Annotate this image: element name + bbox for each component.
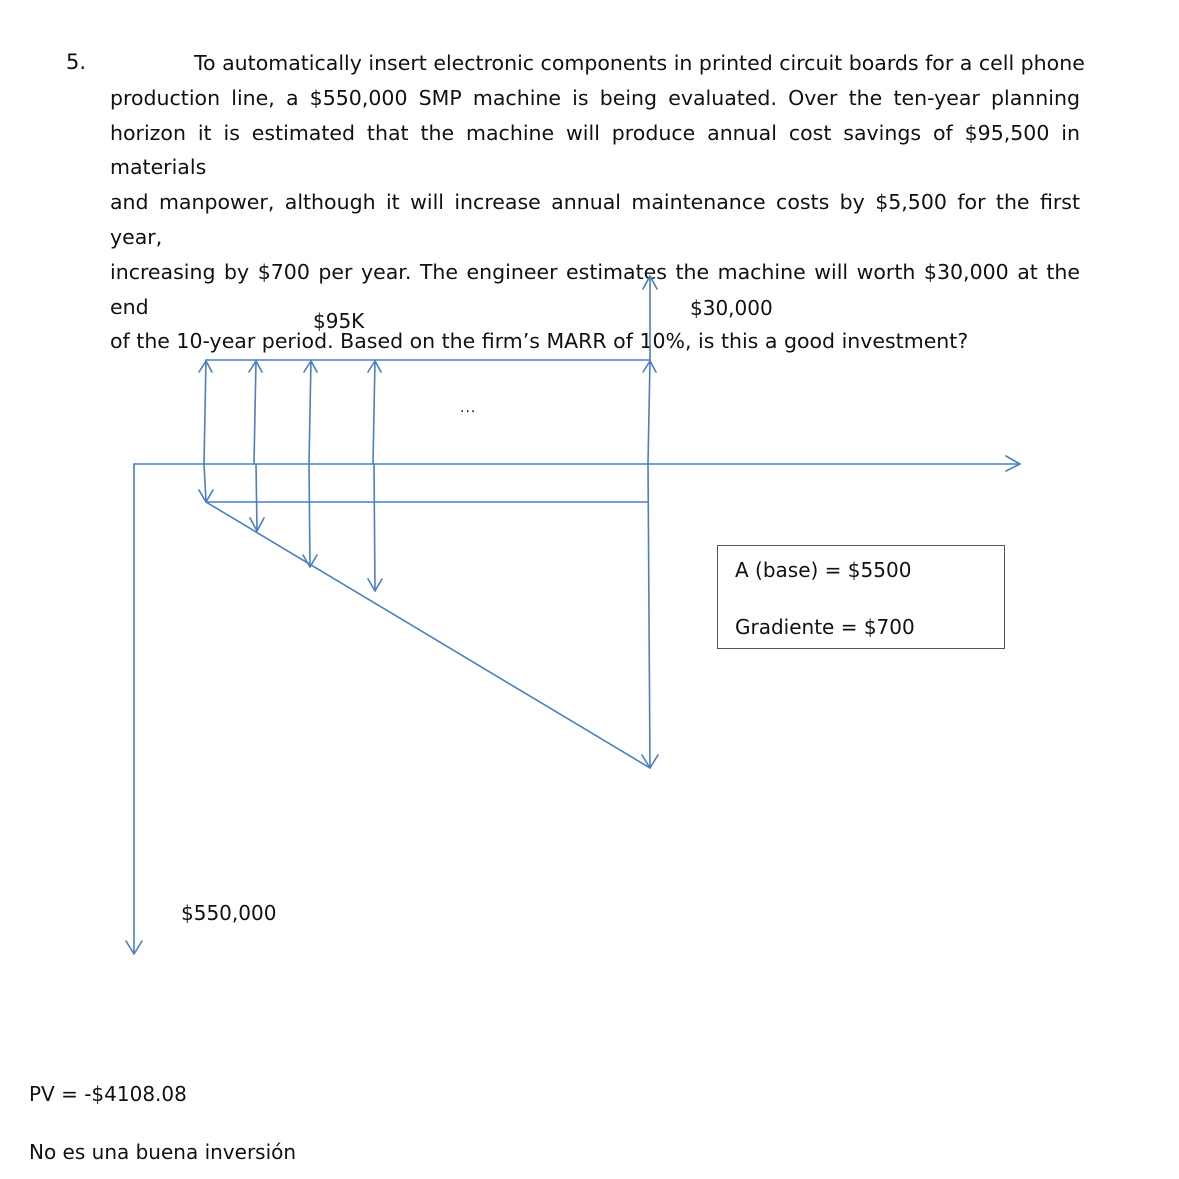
continuation-dots: ... — [460, 400, 477, 416]
maintenance-arrow — [374, 464, 375, 591]
savings-arrow — [309, 360, 311, 464]
conclusion: No es una buena inversión — [29, 1140, 297, 1164]
problem-line: and manpower, although it will increase annual maintenance costs by $5,500 for the first year, — [110, 190, 1080, 249]
problem-line: production line, a $550,000 SMP machine is being evaluated. Over the ten-year planning — [110, 85, 1080, 110]
savings-arrow — [254, 360, 256, 464]
savings-arrow — [204, 360, 206, 464]
maintenance-arrow — [204, 464, 206, 502]
gradient-info-box — [717, 545, 1005, 649]
problem-line: horizon it is estimated that the machine will produce annual cost savings of $95,500 in materials — [110, 120, 1080, 180]
problem-number: 5. — [66, 50, 87, 74]
problem-line: of the 10-year period. Based on the firm’s MARR of 10%, is this a good investment? — [110, 329, 969, 354]
problem-line: increasing by $700 per year. The engineer estimates the machine will worth $30,000 at the end — [110, 259, 1080, 319]
savings-arrow — [648, 360, 650, 464]
gradient-slope-line — [206, 502, 650, 768]
maintenance-arrow — [309, 464, 310, 567]
maintenance-arrow — [648, 464, 650, 768]
base-amount: A (base) = $5500 — [735, 558, 912, 582]
maintenance-arrow — [256, 464, 257, 531]
present-value: PV = -$4108.08 — [29, 1082, 187, 1106]
problem-line: To automatically insert electronic components in printed circuit boards for a cell phone — [194, 51, 1085, 75]
initial-cost-label: $550,000 — [181, 901, 277, 925]
gradient-amount: Gradiente = $700 — [735, 615, 915, 639]
savings-label: $95K — [313, 309, 365, 333]
salvage-label: $30,000 — [690, 296, 773, 320]
savings-arrow — [373, 360, 375, 464]
